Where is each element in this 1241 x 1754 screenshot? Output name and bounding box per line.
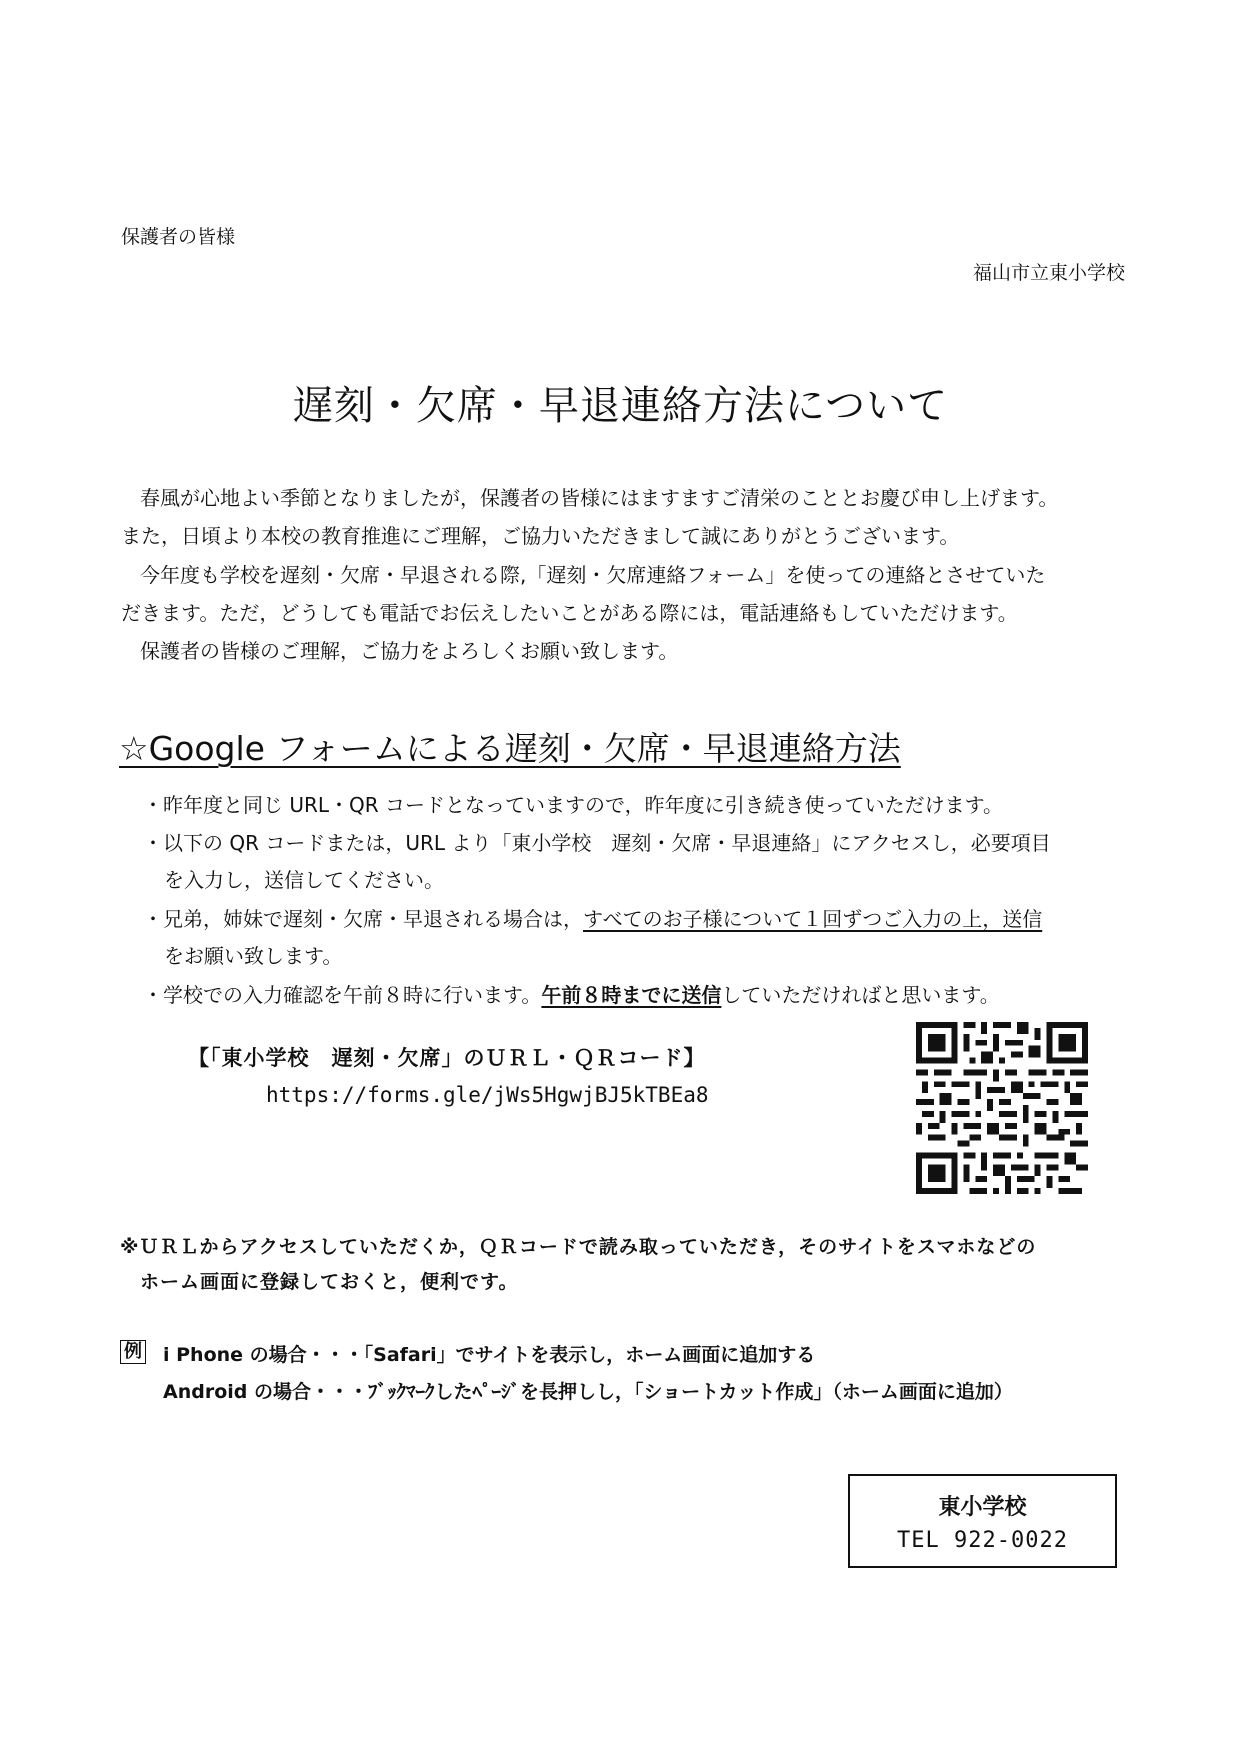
example-iphone: i Phone の場合・・・「Safari」でサイトを表示し，ホーム画面に追加する [163,1344,816,1366]
addressee: 保護者の皆様 [121,226,236,248]
document-title: 遅刻・欠席・早退連絡方法について [292,383,949,429]
siblings-underlined-text: すべてのお子様について１回ずつご入力の上，送信 [583,907,1043,931]
deadline-text: ・学校での入力確認を午前８時に行います。 [143,983,542,1007]
siblings-text: ・兄弟，姉妹で遅刻・欠席・早退される場合は， [143,907,583,931]
qr-code-image[interactable] [916,1022,1088,1194]
bullet-access-line-1: ・以下の QR コードまたは，URL より「東小学校 遅刻・欠席・早退連絡」にアクセスし，必要項目 [143,831,1051,855]
contact-box [848,1474,1117,1568]
contact-phone[interactable]: TEL 922-0022 [897,1528,1068,1553]
form-url-link[interactable]: https://forms.gle/jWs5HgwjBJ5kTBEa8 [266,1083,709,1107]
example-android: Android の場合・・・ﾌﾞｯｸﾏｰｸしたﾍﾟｰｼﾞを長押しし，「ショートカット作成」（ホーム画面に追加） [163,1381,1013,1403]
intro-paragraph-1-line-2: また，日頃より本校の教育推進にご理解，ご協力いただきまして誠にありがとうございます。 [121,524,960,548]
intro-paragraph-3: 保護者の皆様のご理解，ご協力をよろしくお願い致します。 [140,639,679,663]
note-line-2: ホーム画面に登録しておくと，便利です。 [140,1271,519,1293]
intro-paragraph-1-line-1: 春風が心地よい季節となりましたが，保護者の皆様にはますますご清栄のこととお慶び申し上げます。 [140,486,1059,510]
example-label: 例 [120,1340,146,1364]
contact-school-name: 東小学校 [938,1495,1027,1520]
note-line-1: ※ＵＲＬからアクセスしていただくか，ＱＲコードで読み取っていただき，そのサイトをスマホなどの [120,1236,1037,1258]
bullet-siblings-line-1 [143,903,1042,932]
bullet-siblings-line-2: をお願い致します。 [164,944,343,968]
bullet-same-url: ・昨年度と同じ URL・QR コードとなっていますので，昨年度に引き続き使っていただけます。 [143,793,1004,817]
intro-paragraph-2-line-1: 今年度も学校を遅刻・欠席・早退される際,「遅刻・欠席連絡フォーム」を使っての連絡とさせていた [140,563,1046,587]
sender-school: 福山市立東小学校 [972,262,1125,284]
section-heading: ☆Google フォームによる遅刻・欠席・早退連絡方法 [119,729,901,768]
bullet-access-line-2: を入力し，送信してください。 [164,868,444,892]
bullet-deadline [143,979,1000,1008]
deadline-emphasis: 午前８時までに送信 [541,983,722,1007]
intro-paragraph-2-line-2: だきます。ただ，どうしても電話でお伝えしたいことがある際には，電話連絡もしていただけます。 [121,601,1018,625]
qr-block-heading: 【「東小学校 遅刻・欠席」のＵＲＬ・ＱＲコード】 [188,1046,706,1070]
deadline-text-end: していただければと思います。 [721,983,1000,1007]
